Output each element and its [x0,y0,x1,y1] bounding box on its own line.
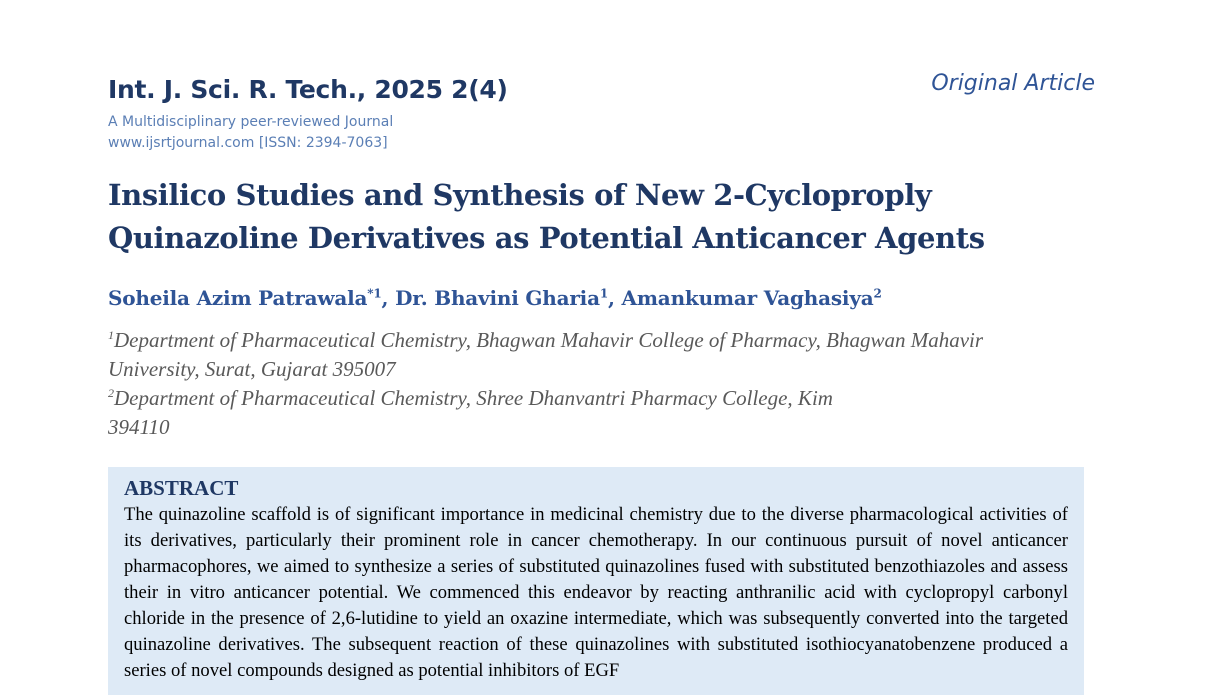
affiliation-text: Department of Pharmaceutical Chemistry, Bhagwan Mahavir College of Pharmacy, Bhagwan Mahavir [114,328,984,352]
affiliation-mark: 1 [108,328,114,342]
journal-website[interactable]: www.ijsrtjournal.com [ISSN: 2394-7063] [108,135,388,151]
author-affiliation-mark: 1 [599,286,608,301]
author-name: Dr. Bhavini Gharia [395,286,600,310]
paper-title [108,174,1108,260]
author-list [108,286,882,310]
author-separator: , [608,286,622,310]
abstract-text: The quinazoline scaffold is of significant importance in medicinal chemistry due to the diverse pharmacological activities of its derivatives, particularly their prominent role in cancer chemotherapy. In our continuous pursuit of novel anticancer pharmacophores, we aimed to synthesize a series of substituted quinazolines fused with substituted benzothiazoles and assess their in vitro anticancer potential. We commenced this endeavor by reacting anthranilic acid with cyclopropyl carbonyl chloride in the presence of 2,6-lutidine to yield an oxazine intermediate, which was subsequently converted into the targeted quinazoline derivatives. The subsequent reaction of these quinazolines with substituted isothiocyanatobenzene produced a series of novel compounds designed as potential inhibitors of EGF [124,504,1068,681]
author-separator: , [381,286,396,310]
paper-title-line-2: Quinazoline Derivatives as Potential Anticancer Agents [108,221,985,255]
paper-title-line-1: Insilico Studies and Synthesis of New 2-Cycloproply [108,178,932,212]
affiliations [108,326,1048,442]
article-type: Original Article [931,71,1095,96]
author-name: Amankumar Vaghasiya [621,286,874,310]
journal-title: Int. J. Sci. R. Tech., 2025 2(4) [108,75,508,104]
affiliation-text: Department of Pharmaceutical Chemistry, Shree Dhanvantri Pharmacy College, Kim [114,386,833,410]
affiliation-1-line-2: University, Surat, Gujarat 395007 [108,357,396,381]
abstract-heading: ABSTRACT [124,476,239,500]
affiliation-2-line-2: 394110 [108,415,170,439]
author-name: Soheila Azim Patrawala [108,286,368,310]
affiliation-1-line-1 [108,326,1048,355]
affiliation-mark: 2 [108,386,114,400]
abstract-box [108,467,1084,695]
author-affiliation-mark: *1 [367,286,382,301]
author-affiliation-mark: 2 [873,286,882,301]
journal-description: A Multidisciplinary peer-reviewed Journal [108,114,394,130]
affiliation-2-line-1 [108,384,1048,413]
